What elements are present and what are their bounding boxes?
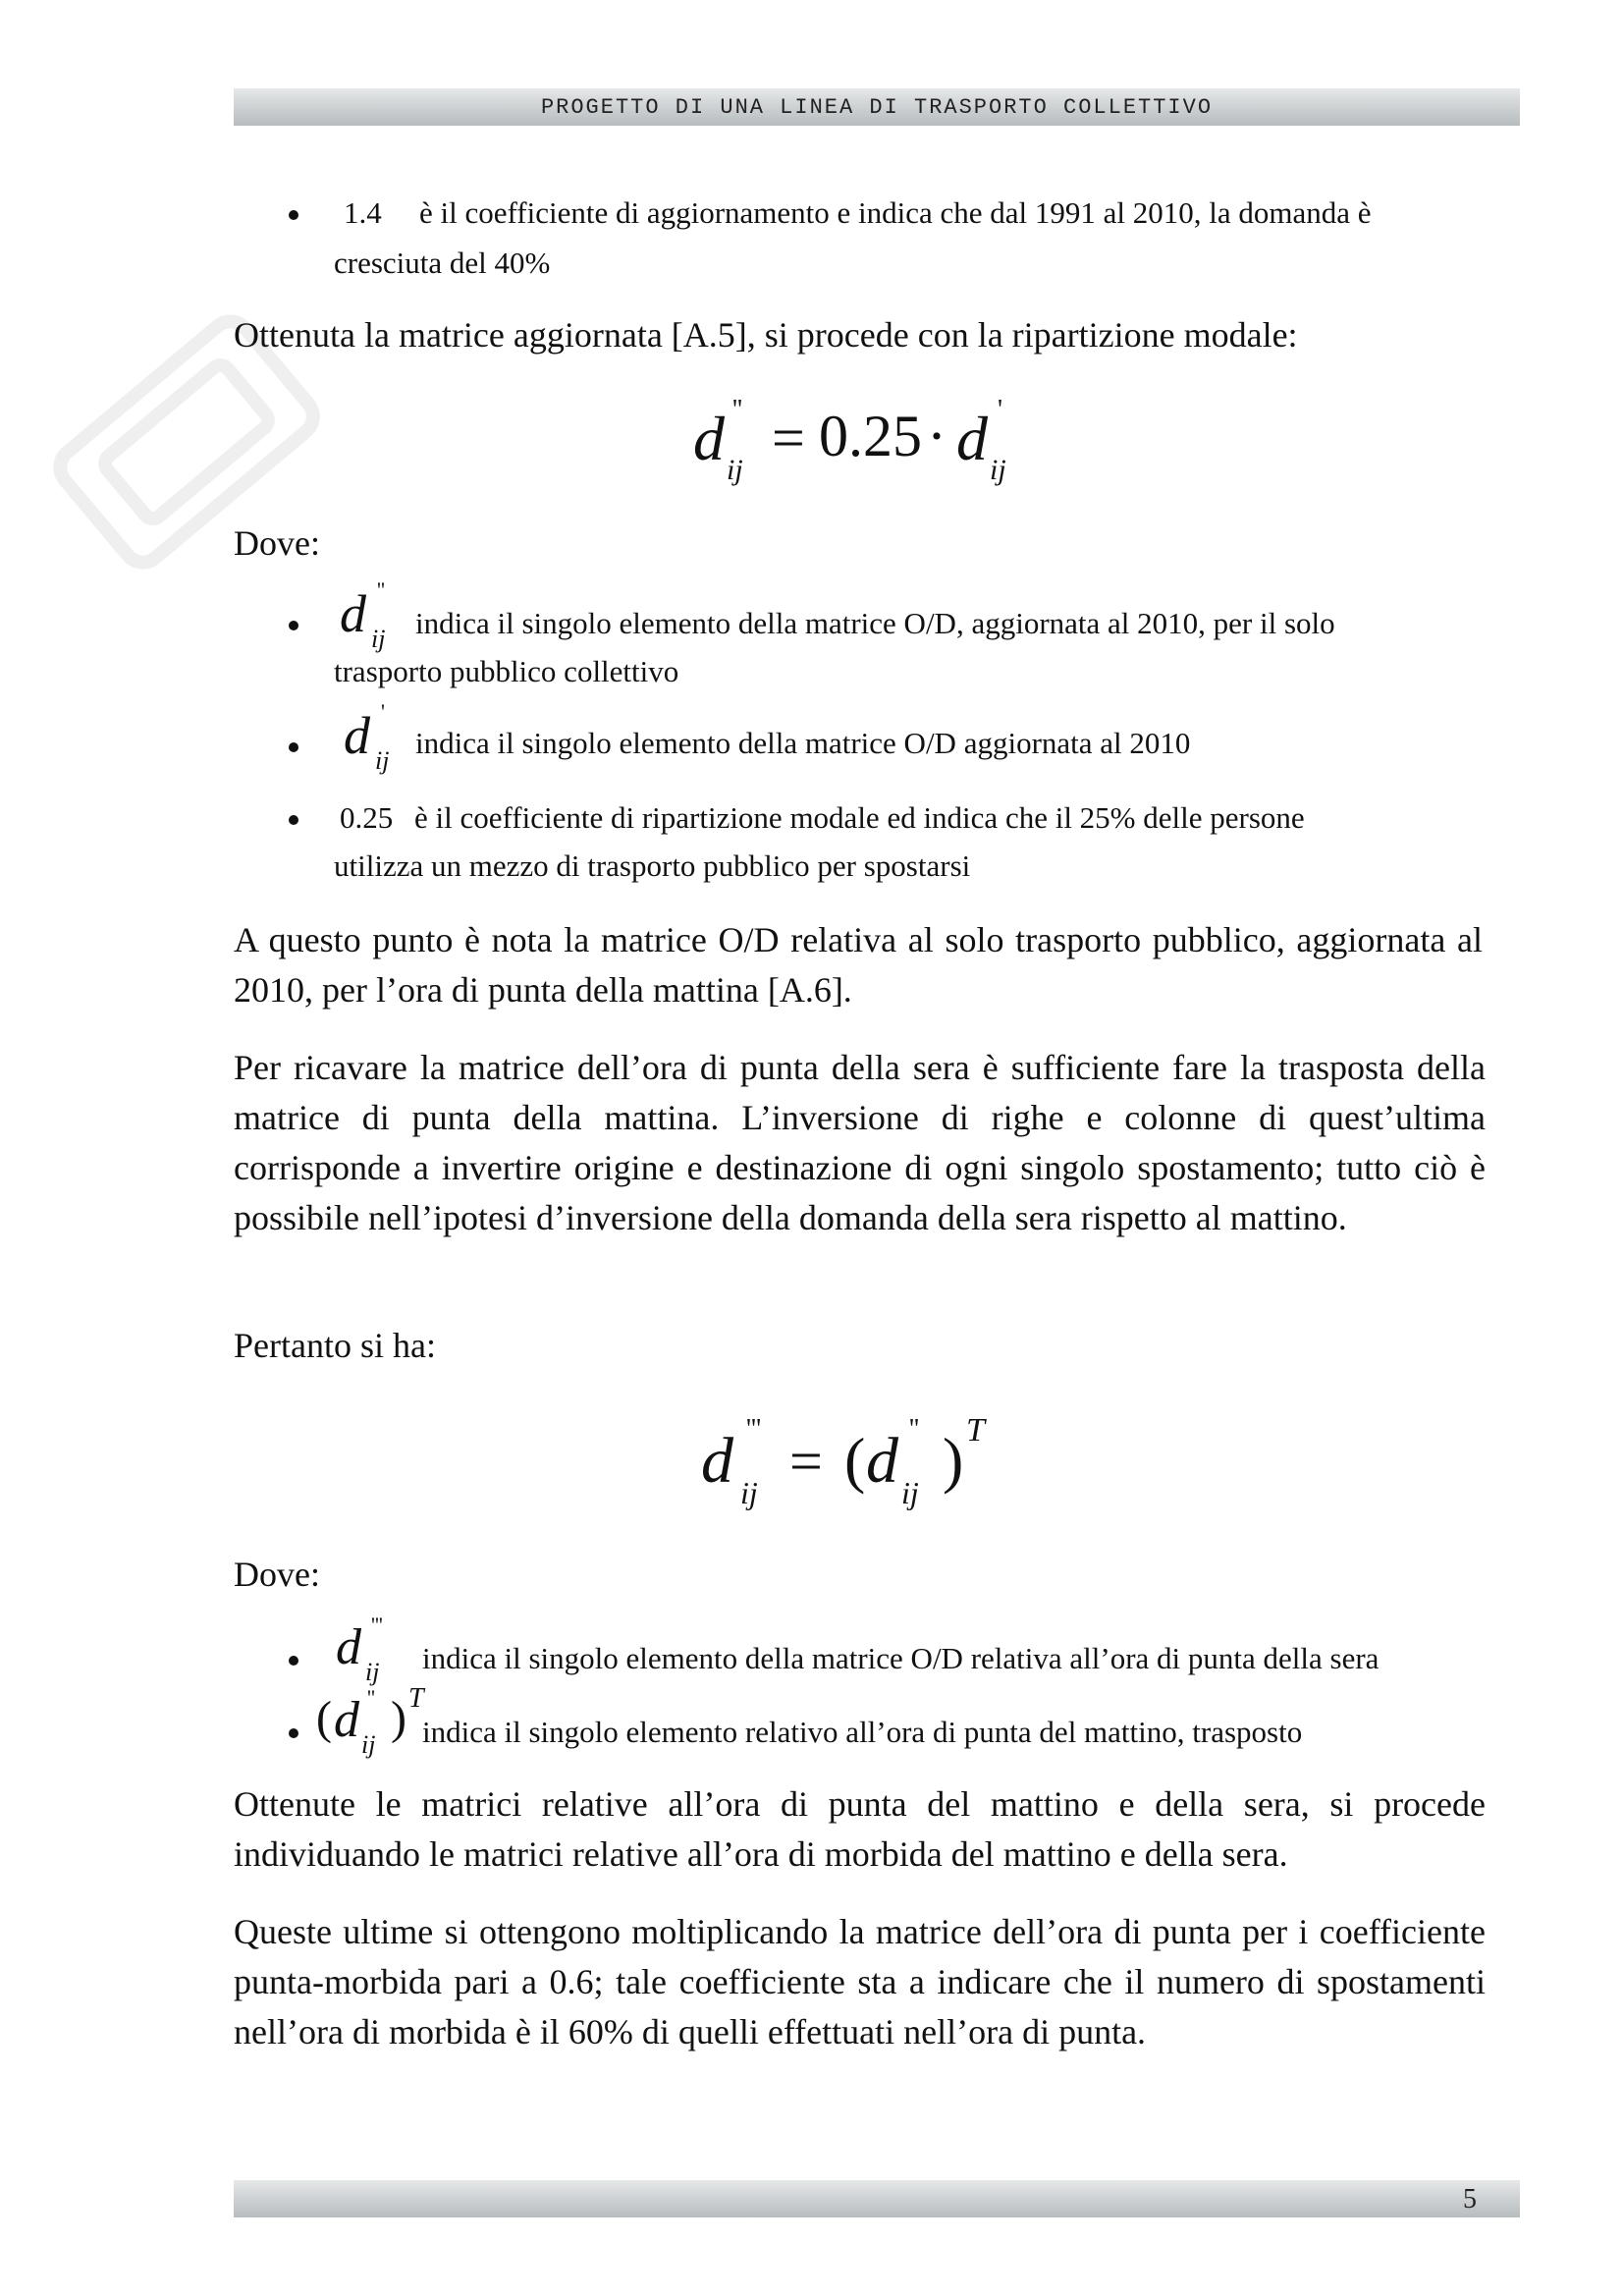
label-dove: Dove: — [234, 1555, 320, 1594]
symbol-d-triple-prime — [336, 1613, 395, 1697]
eq2-lhs-var: d — [701, 1425, 733, 1497]
bullet-text: è il coefficiente di ripartizione modale ed indica che il 25% delle persone — [414, 800, 1305, 835]
header-title: PROGETTO DI UNA LINEA DI TRASPORTO COLLETTIVO — [540, 95, 1214, 120]
bullet-text: utilizza un mezzo di trasporto pubblico per spostarsi — [334, 848, 971, 883]
eq1-lhs-sup: '' — [732, 395, 743, 425]
bullet-text: indica il singolo elemento della matrice O/D aggiornata al 2010 — [415, 726, 1191, 760]
eq2-rhs-var: d — [866, 1425, 898, 1497]
bullet-text: trasporto pubblico collettivo — [334, 654, 679, 688]
sym-var: d — [334, 1692, 359, 1748]
eq2-rhs-sub: ij — [901, 1475, 919, 1510]
sym-close: ) — [391, 1692, 406, 1744]
sym-sub: ij — [375, 746, 390, 775]
bullet-dot — [289, 210, 298, 220]
equation-1 — [693, 395, 1047, 501]
eq2-open: ( — [844, 1425, 866, 1495]
eq1-rhs-var: d — [956, 404, 988, 473]
eq2-lhs-sub: ij — [740, 1475, 758, 1510]
paragraph: Per ricavare la matrice dell’ora di punta della sera è sufficiente fare la trasposta della matrice di punta della mattina. L’inversione di righe e colonne di quest’ultima corrisponde a invertire origine e destinazione di ogni singolo spostamento; tutto ciò è possibile nell’ipotesi d’inversione della domanda della sera rispetto al mattino. — [234, 1048, 1486, 1237]
eq1-equals: = — [772, 406, 805, 470]
bullet-text: indica il singolo elemento della matrice O/D, aggiornata al 2010, per il solo — [415, 606, 1335, 640]
sym-sup: ' — [381, 699, 385, 724]
bullet-dot — [289, 1656, 298, 1666]
eq2-transpose: T — [966, 1412, 985, 1449]
paragraph: Ottenute le matrici relative all’ora di punta del mattino e della sera, si procede individuando le matrici relative all’ora di morbida del mattino e della sera. — [234, 1784, 1486, 1874]
symbol-d-transposed — [316, 1683, 424, 1770]
sym-sub: ij — [371, 625, 386, 653]
equation-2 — [701, 1412, 1015, 1532]
paragraph: A questo punto è nota la matrice O/D relativa al solo trasporto pubblico, aggiornata al 2010, per l’ora di punta della mattina [A.6]. — [234, 920, 1483, 1010]
sym-sup: '' — [367, 1685, 375, 1710]
sym-sup: ''' — [371, 1613, 383, 1637]
eq1-rhs-sub: ij — [990, 454, 1006, 486]
page-footer — [234, 2180, 1520, 2217]
eq2-close: ) — [943, 1425, 964, 1495]
sym-sup: '' — [377, 577, 385, 602]
bullet-dot — [289, 815, 298, 825]
sym-sub: ij — [361, 1730, 376, 1759]
sym-var: d — [336, 1619, 361, 1675]
eq1-lhs-var: d — [693, 404, 725, 473]
bullet-text: cresciuta del 40% — [334, 246, 551, 280]
eq1-coef: 0.25 — [819, 404, 922, 468]
label-dove: Dove: — [234, 523, 320, 563]
bullet-value: 0.25 — [340, 800, 394, 835]
bullet-text: indica il singolo elemento relativo all’ora di punta del mattino, trasposto — [422, 1715, 1303, 1749]
bullet-dot — [289, 1728, 298, 1738]
eq2-lhs-sup: ''' — [746, 1414, 762, 1445]
eq2-rhs-sup: '' — [909, 1414, 920, 1445]
sym-var: d — [340, 584, 366, 643]
bullet-dot — [289, 742, 298, 752]
sym-sub: ij — [365, 1658, 380, 1686]
paragraph: Pertanto si ha: — [234, 1326, 436, 1365]
eq2-equals: = — [789, 1429, 823, 1494]
page-number: 5 — [1463, 2184, 1477, 2214]
eq1-lhs-sub: ij — [727, 454, 743, 486]
paragraph: Queste ultime si ottengono moltiplicando la matrice dell’ora di punta per i coefficiente punta-morbida pari a 0.6; tale coefficiente sta a indicare che il numero di spostamenti nell’ora di morbida è il 60% di quelli effettuati nell’ora di punta. — [234, 1912, 1486, 2051]
eq1-dot: · — [927, 404, 947, 468]
bullet-dot — [289, 621, 298, 630]
sym-transpose: T — [408, 1683, 424, 1714]
sym-open: ( — [316, 1692, 332, 1744]
bullet-text: è il coefficiente di aggiornamento e indica che dal 1991 al 2010, la domanda è — [419, 195, 1372, 230]
eq1-rhs-sup: ' — [998, 395, 1003, 425]
bullet-value: 1.4 — [344, 195, 382, 230]
page-header — [234, 88, 1520, 126]
bullet-text: indica il singolo elemento della matrice O/D relativa all’ora di punta della sera — [422, 1641, 1380, 1675]
paragraph: Ottenuta la matrice aggiornata [A.5], si procede con la ripartizione modale: — [234, 315, 1298, 355]
symbol-d-prime — [344, 699, 403, 784]
sym-var: d — [344, 706, 370, 765]
